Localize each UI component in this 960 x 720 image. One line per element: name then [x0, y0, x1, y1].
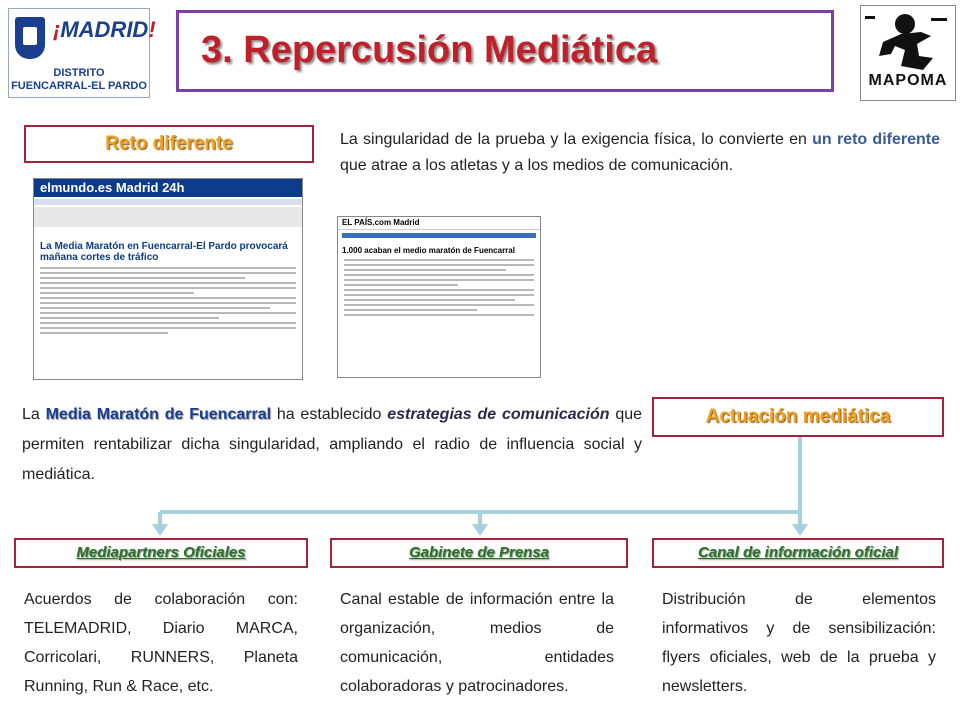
elpais-masthead: EL PAÍS.com Madrid [338, 217, 540, 230]
madrid-logo-word: ¡MADRID! [53, 17, 156, 42]
mediapartners-text: Acuerdos de colaboración con: TELEMADRID, Diario MARCA, Corricolari, RUNNERS, Planeta Running, Run & Race, etc. [24, 591, 298, 695]
arrow-canal [792, 524, 808, 536]
elmundo-masthead: elmundo.es Madrid 24h [34, 179, 302, 197]
gabinete-header-box [330, 538, 628, 568]
canal-oficial-text: Distribución de elementos informativos y de sensibilización: flyers oficiales, web de la prueba y newsletters. [662, 591, 936, 695]
arrow-gabinete [472, 524, 488, 536]
elmundo-headline: La Media Maratón en Fuencarral-El Pardo provocará mañana cortes de tráfico [40, 241, 288, 263]
arrow-mediapartners [152, 524, 168, 536]
mapoma-word: MAPOMA [868, 72, 948, 89]
mediapartners-header-box [14, 538, 308, 568]
page-title: 3. Repercusión Mediática [201, 29, 658, 71]
media-paragraph: La Media Maratón de Fuencarral ha establecido estrategias de comunicación que permiten rentabilizar dicha singularidad, ampliando el radio de influencia social y mediática. [22, 406, 643, 483]
actuacion-header: Actuación mediática [705, 406, 891, 427]
canal-oficial-header-box [652, 538, 944, 568]
canal-oficial-header: Canal de información oficial [697, 544, 899, 561]
elpais-headline: 1.000 acaban el medio maratón de Fuencarral [342, 246, 515, 255]
gabinete-text: Canal estable de información entre la organización, medios de comunicación, entidades colaboradoras y patrocinadores. [340, 591, 614, 695]
district-name: DISTRITO FUENCARRAL-EL PARDO [11, 67, 147, 92]
reto-header: Reto diferente [105, 133, 233, 154]
intro-paragraph: La singularidad de la prueba y la exigencia física, lo convierte en un reto diferente que atrae a los atletas y a los medios de comunicación. [340, 131, 940, 174]
gabinete-header: Gabinete de Prensa [408, 544, 550, 561]
mediapartners-header: Mediapartners Oficiales [76, 544, 246, 561]
